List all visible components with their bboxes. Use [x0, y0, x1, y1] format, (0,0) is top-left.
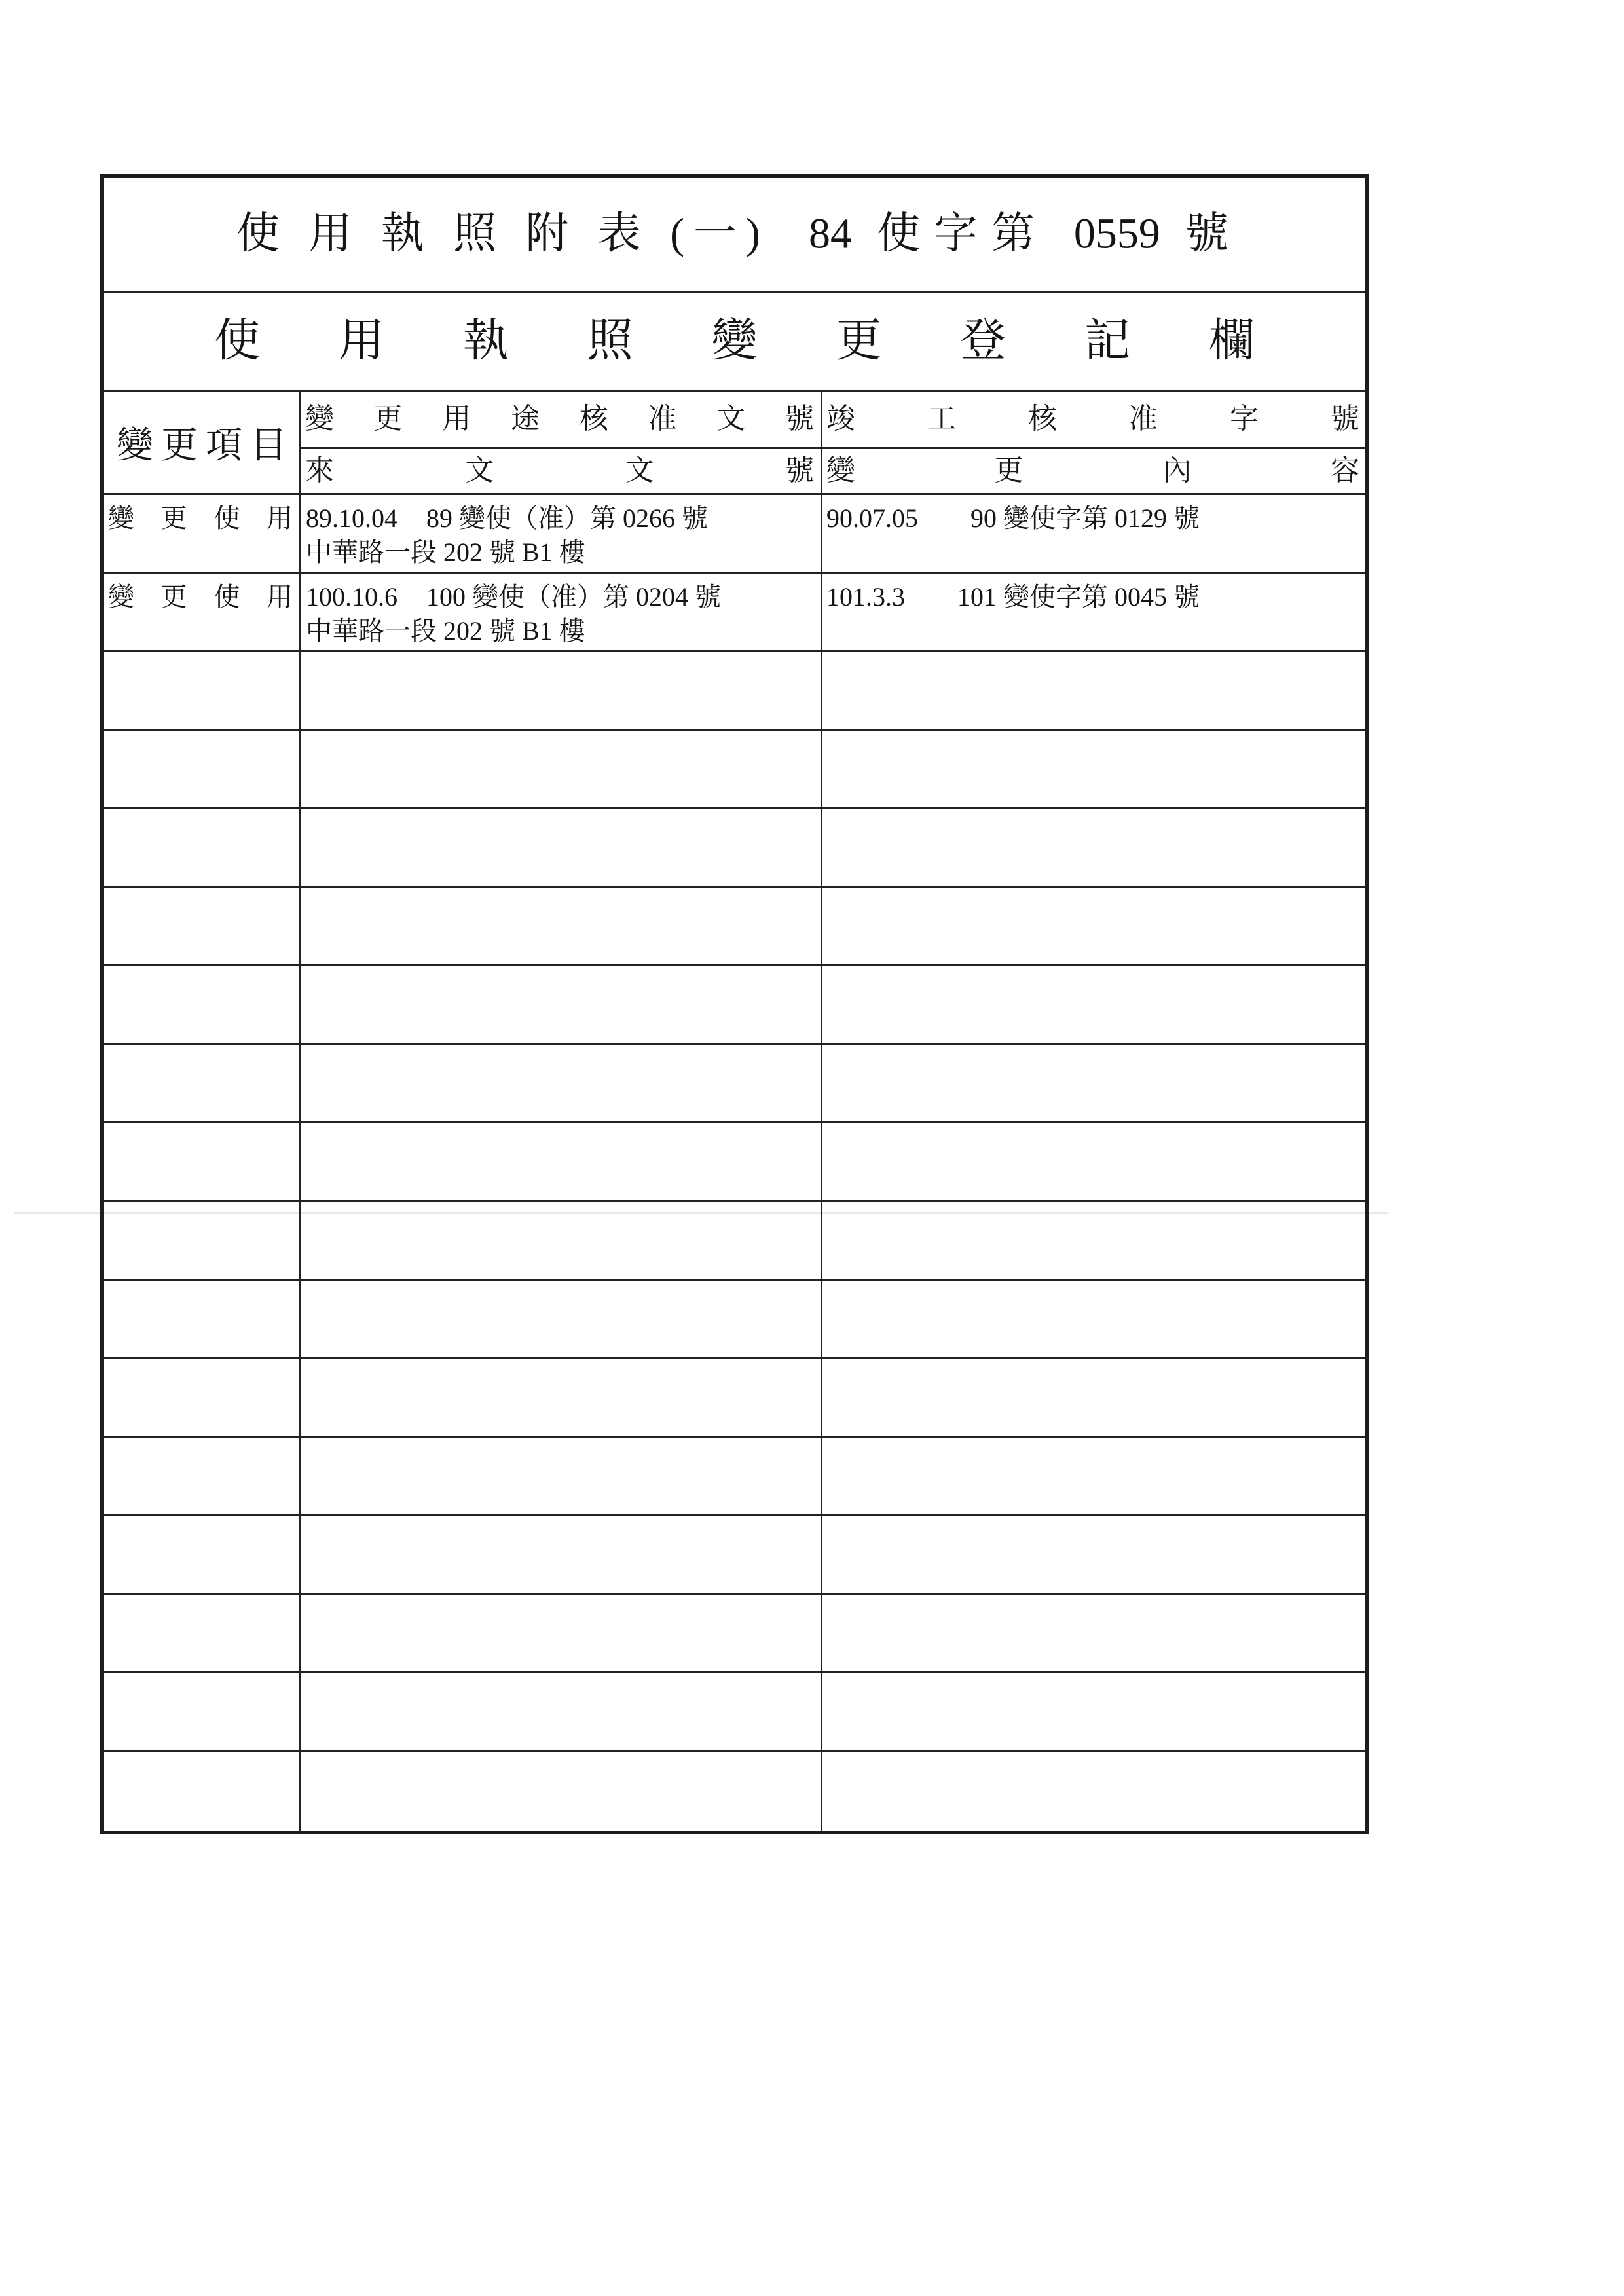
approval-number: 89 變使（准）第 0266 號 — [426, 503, 708, 533]
approval-cell — [301, 1673, 822, 1750]
approval-line — [306, 501, 821, 536]
header-incoming-doc-no-label: 來 文 文 號 — [305, 454, 814, 487]
approval-cell — [301, 1752, 822, 1831]
empty-table-row — [104, 1045, 1365, 1123]
completion-cell — [822, 809, 1365, 886]
empty-table-row — [104, 1202, 1365, 1281]
item-cell — [104, 1202, 301, 1279]
approval-number: 100 變使（准）第 0204 號 — [426, 582, 721, 611]
empty-table-row — [104, 1516, 1365, 1595]
approval-cell — [301, 495, 822, 572]
item-cell — [104, 966, 301, 1043]
completion-cell — [822, 574, 1365, 650]
approval-cell — [301, 1281, 822, 1357]
empty-table-row — [104, 652, 1365, 731]
approval-cell — [301, 652, 822, 729]
completion-cell — [822, 1752, 1365, 1831]
completion-cell — [822, 1123, 1365, 1200]
empty-table-row — [104, 1281, 1365, 1359]
empty-table-row — [104, 809, 1365, 888]
table-header — [104, 392, 1365, 495]
item-cell — [104, 652, 301, 729]
completion-cell — [822, 495, 1365, 572]
empty-table-row — [104, 966, 1365, 1045]
empty-table-row — [104, 888, 1365, 966]
completion-line — [826, 501, 1365, 536]
document-title: 使 用 執 照 附 表 (一) — [236, 210, 760, 258]
empty-table-row — [104, 731, 1365, 809]
approval-cell — [301, 966, 822, 1043]
item-cell — [104, 1752, 301, 1831]
approval-cell — [301, 1045, 822, 1121]
item-cell — [104, 1438, 301, 1514]
completion-cell — [822, 888, 1365, 964]
item-cell — [104, 574, 301, 650]
header-completion-no-label: 竣 工 核 准 字 號 — [826, 403, 1359, 435]
item-cell — [104, 1359, 301, 1436]
completion-cell — [822, 652, 1365, 729]
empty-table-row — [104, 1438, 1365, 1516]
approval-cell — [301, 1202, 822, 1279]
completion-date: 101.3.3 — [826, 582, 905, 611]
table-row — [104, 495, 1365, 574]
approval-cell — [301, 1438, 822, 1514]
approval-cell — [301, 809, 822, 886]
item-cell — [104, 1281, 301, 1357]
completion-cell — [822, 1673, 1365, 1750]
completion-line — [826, 580, 1365, 614]
section-row — [104, 293, 1365, 392]
permit-number: 84 使字第 0559 號 — [809, 210, 1228, 258]
section-title: 使 用 執 照 變 更 登 記 欄 — [214, 316, 1255, 367]
approval-cell — [301, 1123, 822, 1200]
item-cell — [104, 731, 301, 807]
approval-date: 89.10.04 — [306, 503, 397, 533]
header-change-item — [104, 392, 301, 495]
item-text: 變 更 使 用 — [108, 503, 293, 533]
table-row — [104, 574, 1365, 652]
completion-cell — [822, 1281, 1365, 1357]
item-cell — [104, 1516, 301, 1593]
completion-date: 90.07.05 — [826, 503, 918, 533]
completion-cell — [822, 1202, 1365, 1279]
approval-line — [306, 580, 821, 614]
empty-table-row — [104, 1673, 1365, 1752]
header-completion-no — [822, 392, 1365, 449]
completion-cell — [822, 1516, 1365, 1593]
empty-table-row — [104, 1123, 1365, 1202]
completion-number: 90 變使字第 0129 號 — [970, 503, 1200, 533]
empty-table-row — [104, 1595, 1365, 1673]
item-cell — [104, 1673, 301, 1750]
item-cell — [104, 1123, 301, 1200]
completion-cell — [822, 1045, 1365, 1121]
item-cell — [104, 495, 301, 572]
completion-cell — [822, 1438, 1365, 1514]
approval-cell — [301, 888, 822, 964]
header-change-item-label: 變更項目 — [117, 425, 295, 466]
completion-number: 101 變使字第 0045 號 — [957, 582, 1200, 611]
approval-cell — [301, 1595, 822, 1671]
header-incoming-doc-no — [301, 449, 822, 495]
empty-table-row — [104, 1359, 1365, 1438]
title-row — [104, 178, 1365, 293]
approval-date: 100.10.6 — [306, 582, 397, 611]
address-line: 中華路一段 202 號 B1 樓 — [306, 538, 585, 567]
address-line: 中華路一段 202 號 B1 樓 — [306, 616, 585, 646]
completion-cell — [822, 1359, 1365, 1436]
header-change-content-label: 變 更 內 容 — [826, 454, 1359, 487]
approval-cell — [301, 731, 822, 807]
approval-cell — [301, 1359, 822, 1436]
approval-cell — [301, 1516, 822, 1593]
header-approval-doc-no-label: 變 更 用 途 核 准 文 號 — [305, 403, 814, 435]
header-change-content — [822, 449, 1365, 495]
item-text: 變 更 使 用 — [108, 582, 293, 611]
item-cell — [104, 809, 301, 886]
item-cell — [104, 1595, 301, 1671]
item-cell — [104, 1045, 301, 1121]
header-approval-doc-no — [301, 392, 822, 449]
permit-change-table — [100, 174, 1369, 1834]
approval-cell — [301, 574, 822, 650]
completion-cell — [822, 731, 1365, 807]
completion-cell — [822, 966, 1365, 1043]
empty-table-row — [104, 1752, 1365, 1831]
completion-cell — [822, 1595, 1365, 1671]
item-cell — [104, 888, 301, 964]
